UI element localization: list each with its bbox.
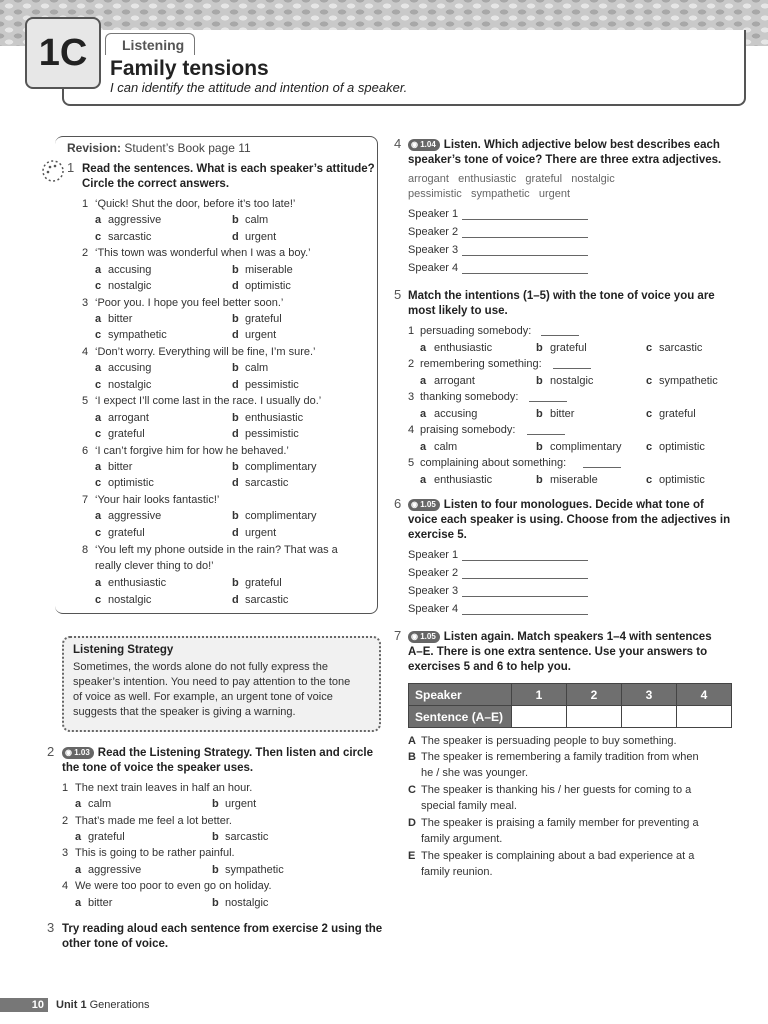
option-letter: a — [95, 510, 102, 523]
answer-option: miserable — [245, 263, 293, 276]
item-number: 2 — [408, 358, 415, 370]
ex3-instruction: Try reading aloud each sentence from exercise 2 using the — [62, 923, 383, 935]
answer-option: urgent — [245, 230, 277, 243]
answer-line[interactable] — [462, 578, 588, 579]
strategy-line: Sometimes, the words alone do not fully express the — [73, 661, 328, 673]
revision-heading: Revision: Student’s Book page 11 — [67, 141, 251, 155]
answer-option: nostalgic — [550, 374, 594, 387]
option-letter: a — [95, 263, 102, 276]
footer-unit: Unit 1 Generations — [56, 999, 150, 1011]
option-letter: b — [232, 411, 239, 424]
item-sentence: ‘I expect I’ll come last in the race. I usually do.’ — [95, 395, 322, 408]
ex2-instruction-2: the tone of voice the speaker uses. — [62, 762, 254, 774]
item-sentence: thanking somebody: — [420, 391, 519, 403]
sentence-letter: C — [408, 784, 416, 796]
answer-option: grateful — [659, 407, 696, 420]
page-number: 10 — [0, 998, 48, 1012]
strategy-line: of voice as well. For example, an urgent tone of voice — [73, 691, 333, 703]
table-col-header: 2 — [567, 684, 622, 706]
answer-option: complimentary — [245, 510, 317, 523]
answer-line[interactable] — [541, 335, 579, 336]
ex4-word-bank: arrogant enthusiastic grateful nostalgic — [408, 173, 615, 185]
strategy-line: speaker’s intention. You need to pay attention to the tone — [73, 676, 351, 688]
option-letter: c — [95, 378, 102, 391]
ex2-instruction: ◉ 1.03 Read the Listening Strategy. Then listen and circle — [62, 746, 373, 760]
ex3-number: 3 — [47, 920, 55, 935]
item-number: 1 — [408, 325, 415, 337]
sentence-letter: A — [408, 735, 416, 747]
answer-option: miserable — [550, 473, 598, 486]
answer-option: calm — [245, 214, 269, 227]
answer-option: complimentary — [550, 440, 622, 453]
answer-option: grateful — [245, 577, 282, 589]
item-sentence: ‘Quick! Shut the door, before it’s too late!’ — [95, 198, 296, 210]
table-row — [409, 706, 732, 728]
item-number: 5 — [82, 395, 89, 408]
table-col-header: 4 — [677, 684, 732, 706]
option-letter: b — [232, 214, 239, 227]
ex7-instruction-2: A–E. There is one extra sentence. Use your answers to — [408, 646, 708, 658]
item-sentence: persuading somebody: — [420, 325, 532, 337]
headphones-icon: ◉ — [65, 747, 72, 757]
answer-option: nostalgic — [108, 378, 152, 391]
item-number: 1 — [62, 782, 69, 794]
option-letter: d — [232, 378, 239, 391]
sentence-text: The speaker is thanking his / her guests for coming to a — [421, 784, 692, 796]
answer-option: sarcastic — [659, 341, 703, 354]
item-number: 4 — [82, 345, 89, 358]
answer-option: enthusiastic — [245, 411, 304, 424]
ex6-number: 6 — [394, 496, 402, 511]
item-sentence: This is going to be rather painful. — [75, 847, 235, 860]
sentence-letter: D — [408, 817, 416, 829]
option-letter: a — [95, 214, 102, 227]
option-letter: c — [95, 526, 102, 539]
strategy-title: Listening Strategy — [73, 644, 174, 656]
answer-cell[interactable] — [677, 706, 732, 728]
ex6-instruction-3: exercise 5. — [408, 529, 467, 541]
answer-line[interactable] — [462, 596, 588, 597]
item-sentence: That’s made me feel a lot better. — [75, 814, 232, 827]
item-number: 4 — [408, 424, 415, 436]
sentence-text: family reunion. — [421, 866, 493, 879]
option-letter: d — [232, 477, 239, 490]
table-col-header: 1 — [512, 684, 567, 706]
option-letter: b — [536, 440, 543, 453]
sentence-text: he / she was younger. — [421, 767, 529, 780]
item-sentence: ‘Don’t worry. Everything will be fine, I’m sure.’ — [95, 345, 316, 358]
item-sentence: praising somebody: — [420, 424, 516, 436]
item-number: 3 — [82, 296, 89, 309]
option-letter: a — [95, 577, 102, 589]
answer-option: arrogant — [108, 411, 149, 424]
option-letter: b — [212, 863, 219, 876]
option-letter: b — [536, 473, 543, 486]
ex6-instruction-2: voice each speaker is using. Choose from the adjectives in — [408, 514, 731, 526]
ex6-speaker-label: Speaker 1 — [408, 549, 459, 561]
option-letter: b — [212, 798, 219, 811]
option-letter: c — [646, 407, 653, 420]
option-letter: c — [646, 374, 653, 387]
sentence-letter: E — [408, 850, 416, 862]
answer-option: optimistic — [659, 440, 705, 453]
answer-option: optimistic — [245, 280, 291, 293]
option-letter: a — [95, 411, 102, 424]
audio-track-badge[interactable]: ◉ 1.04 — [408, 139, 440, 151]
item-number: 6 — [82, 444, 89, 457]
item-sentence: ‘This town was wonderful when I was a boy.’ — [95, 247, 311, 260]
answer-option: sarcastic — [225, 831, 269, 844]
option-letter: b — [536, 374, 543, 387]
option-letter: a — [420, 440, 427, 453]
option-letter: b — [212, 831, 219, 844]
answer-option: arrogant — [434, 374, 475, 387]
ex4-word-bank-2: pessimistic sympathetic urgent — [408, 188, 571, 200]
answer-line[interactable] — [529, 401, 567, 402]
item-number: 5 — [408, 457, 415, 469]
answer-line[interactable] — [462, 219, 588, 220]
circle-dots-icon — [40, 158, 66, 184]
table-row-header: Speaker — [409, 684, 512, 706]
option-letter: c — [95, 329, 102, 342]
item-sentence: ‘I can’t forgive him for how he behaved.’ — [95, 444, 289, 457]
answer-option: aggressive — [88, 863, 142, 876]
answer-cell[interactable] — [622, 706, 677, 728]
option-letter: a — [75, 863, 82, 876]
answer-option: sympathetic — [659, 374, 718, 387]
option-letter: c — [95, 477, 102, 490]
answer-option: sympathetic — [225, 863, 284, 876]
option-letter: a — [95, 362, 102, 375]
sentence-text: The speaker is persuading people to buy something. — [421, 735, 677, 747]
page-title: Family tensions — [110, 57, 269, 80]
ex5-instruction-2: most likely to use. — [408, 305, 508, 317]
section-tab: Listening — [105, 33, 195, 55]
answer-option: grateful — [245, 313, 282, 325]
answer-option: calm — [434, 440, 458, 453]
option-letter: a — [75, 831, 82, 844]
option-letter: a — [75, 896, 82, 909]
answer-option: enthusiastic — [434, 473, 493, 486]
ex4-number: 4 — [394, 136, 402, 151]
answer-option: complimentary — [245, 460, 317, 473]
answer-option: bitter — [550, 407, 575, 420]
sentence-text: The speaker is complaining about a bad experience at a — [421, 850, 695, 862]
ex4-speaker-label: Speaker 2 — [408, 226, 459, 238]
option-letter: c — [95, 594, 102, 606]
answer-option: sarcastic — [108, 230, 152, 243]
answer-line[interactable] — [462, 237, 588, 238]
ex4-speaker-label: Speaker 4 — [408, 262, 459, 274]
answer-line[interactable] — [527, 434, 565, 435]
answer-option: sympathetic — [108, 329, 167, 342]
strategy-line: suggests that the speaker is giving a warning. — [73, 706, 296, 718]
table-row-header: Sentence (A–E) — [409, 706, 512, 728]
option-letter: c — [646, 341, 653, 354]
ex4-instruction: ◉ 1.04 Listen. Which adjective below best describes each — [408, 138, 720, 152]
headphones-icon: ◉ — [411, 499, 418, 509]
item-sentence: ‘Poor you. I hope you feel better soon.’ — [95, 296, 284, 309]
option-letter: c — [646, 473, 653, 486]
answer-option: bitter — [88, 896, 113, 909]
headphones-icon: ◉ — [411, 631, 418, 641]
sentence-letter: B — [408, 751, 416, 763]
answer-option: sarcastic — [245, 594, 289, 606]
answer-option: bitter — [108, 460, 133, 473]
option-letter: c — [646, 440, 653, 453]
answer-option: aggressive — [108, 214, 162, 227]
option-letter: b — [232, 313, 239, 325]
answer-line[interactable] — [462, 614, 588, 615]
answer-option: calm — [245, 362, 269, 375]
audio-track-badge[interactable]: ◉ 1.03 — [62, 747, 94, 759]
answer-option: enthusiastic — [434, 341, 493, 354]
item-sentence: remembering something: — [420, 358, 542, 370]
option-letter: b — [232, 460, 239, 473]
option-letter: c — [95, 230, 102, 243]
ex6-speaker-label: Speaker 4 — [408, 603, 459, 615]
option-letter: d — [232, 428, 239, 440]
answer-option: grateful — [550, 341, 587, 354]
answer-option: urgent — [225, 798, 257, 811]
answer-option: pessimistic — [245, 378, 299, 391]
ex7-instruction-3: exercises 5 and 6 to help you. — [408, 661, 571, 673]
item-number: 4 — [62, 880, 69, 893]
option-letter: d — [232, 329, 239, 342]
answer-option: calm — [88, 798, 112, 811]
answer-line[interactable] — [462, 560, 588, 561]
ex4-speaker-label: Speaker 1 — [408, 208, 459, 220]
ex6-speaker-label: Speaker 3 — [408, 585, 459, 597]
answer-option: optimistic — [108, 477, 154, 490]
item-number: 8 — [82, 544, 89, 556]
answer-option: grateful — [108, 428, 145, 440]
answer-option: aggressive — [108, 510, 162, 523]
item-sentence: ‘You left my phone outside in the rain? That was a — [95, 544, 338, 556]
ex1-instruction-2: Circle the correct answers. — [82, 178, 230, 190]
answer-table — [408, 683, 732, 728]
answer-option: nostalgic — [108, 594, 152, 606]
ex1-instruction: Read the sentences. What is each speaker’s attitude? — [82, 163, 375, 175]
ex3-instruction-2: other tone of voice. — [62, 938, 169, 950]
option-letter: b — [536, 407, 543, 420]
item-number: 3 — [62, 847, 69, 860]
option-letter: b — [232, 510, 239, 523]
sentence-text: The speaker is praising a family member for preventing a — [421, 817, 699, 829]
item-sentence: The next train leaves in half an hour. — [75, 782, 253, 794]
answer-option: grateful — [88, 831, 125, 844]
option-letter: d — [232, 280, 239, 293]
ex4-speaker-label: Speaker 3 — [408, 244, 459, 256]
item-sentence: ‘Your hair looks fantastic!’ — [95, 493, 220, 506]
ex6-instruction: ◉ 1.05 Listen to four monologues. Decide what tone of — [408, 498, 704, 512]
answer-line[interactable] — [462, 273, 588, 274]
ex5-instruction: Match the intentions (1–5) with the tone of voice you are — [408, 290, 715, 302]
option-letter: b — [212, 896, 219, 909]
page-subtitle: I can identify the attitude and intention of a speaker. — [110, 80, 408, 95]
answer-option: nostalgic — [225, 896, 269, 909]
option-letter: b — [232, 577, 239, 589]
answer-line[interactable] — [583, 467, 621, 468]
ex4-instruction-2: speaker’s tone of voice? There are three extra adjectives. — [408, 154, 722, 166]
ex5-number: 5 — [394, 287, 402, 302]
answer-line[interactable] — [553, 368, 591, 369]
answer-option: accusing — [108, 263, 152, 276]
sentence-text: family argument. — [421, 833, 503, 846]
item-sentence: complaining about something: — [420, 457, 567, 469]
answer-option: nostalgic — [108, 280, 152, 293]
ex7-instruction: ◉ 1.05 Listen again. Match speakers 1–4 with sentences — [408, 630, 712, 644]
option-letter: b — [536, 341, 543, 354]
ex2-number: 2 — [47, 744, 55, 759]
audio-track-badge[interactable]: ◉ 1.05 — [408, 499, 440, 511]
answer-option: grateful — [108, 526, 145, 539]
item-number: 2 — [62, 814, 69, 827]
option-letter: d — [232, 526, 239, 539]
option-letter: a — [420, 407, 427, 420]
item-number: 3 — [408, 391, 415, 403]
answer-option: urgent — [245, 526, 277, 539]
option-letter: a — [420, 374, 427, 387]
answer-cell[interactable] — [567, 706, 622, 728]
unit-code-badge: 1C — [25, 17, 101, 89]
answer-option: urgent — [245, 329, 277, 342]
option-letter: a — [95, 313, 102, 325]
answer-option: enthusiastic — [108, 577, 167, 589]
answer-option: pessimistic — [245, 428, 299, 440]
item-sentence: really clever thing to do!’ — [95, 560, 214, 572]
option-letter: b — [232, 263, 239, 276]
item-number: 7 — [82, 493, 89, 506]
option-letter: d — [232, 594, 239, 606]
table-col-header: 3 — [622, 684, 677, 706]
item-number: 1 — [82, 198, 89, 210]
sentence-text: special family meal. — [421, 800, 517, 813]
option-letter: c — [95, 428, 102, 440]
option-letter: c — [95, 280, 102, 293]
option-letter: a — [420, 341, 427, 354]
table-row — [409, 684, 732, 706]
answer-line[interactable] — [462, 255, 588, 256]
item-number: 2 — [82, 247, 89, 260]
ex6-speaker-label: Speaker 2 — [408, 567, 459, 579]
option-letter: b — [232, 362, 239, 375]
option-letter: a — [95, 460, 102, 473]
answer-option: sarcastic — [245, 477, 289, 490]
answer-option: accusing — [108, 362, 152, 375]
option-letter: a — [75, 798, 82, 811]
ex1-number: 1 — [67, 160, 75, 175]
answer-cell[interactable] — [512, 706, 567, 728]
item-sentence: We were too poor to even go on holiday. — [75, 880, 272, 893]
option-letter: d — [232, 230, 239, 243]
answer-option: optimistic — [659, 473, 705, 486]
answer-option: bitter — [108, 313, 133, 325]
sentence-text: The speaker is remembering a family tradition from when — [421, 751, 699, 763]
option-letter: a — [420, 473, 427, 486]
audio-track-badge[interactable]: ◉ 1.05 — [408, 631, 440, 643]
headphones-icon: ◉ — [411, 139, 418, 149]
answer-option: accusing — [434, 407, 478, 420]
ex7-number: 7 — [394, 628, 402, 643]
